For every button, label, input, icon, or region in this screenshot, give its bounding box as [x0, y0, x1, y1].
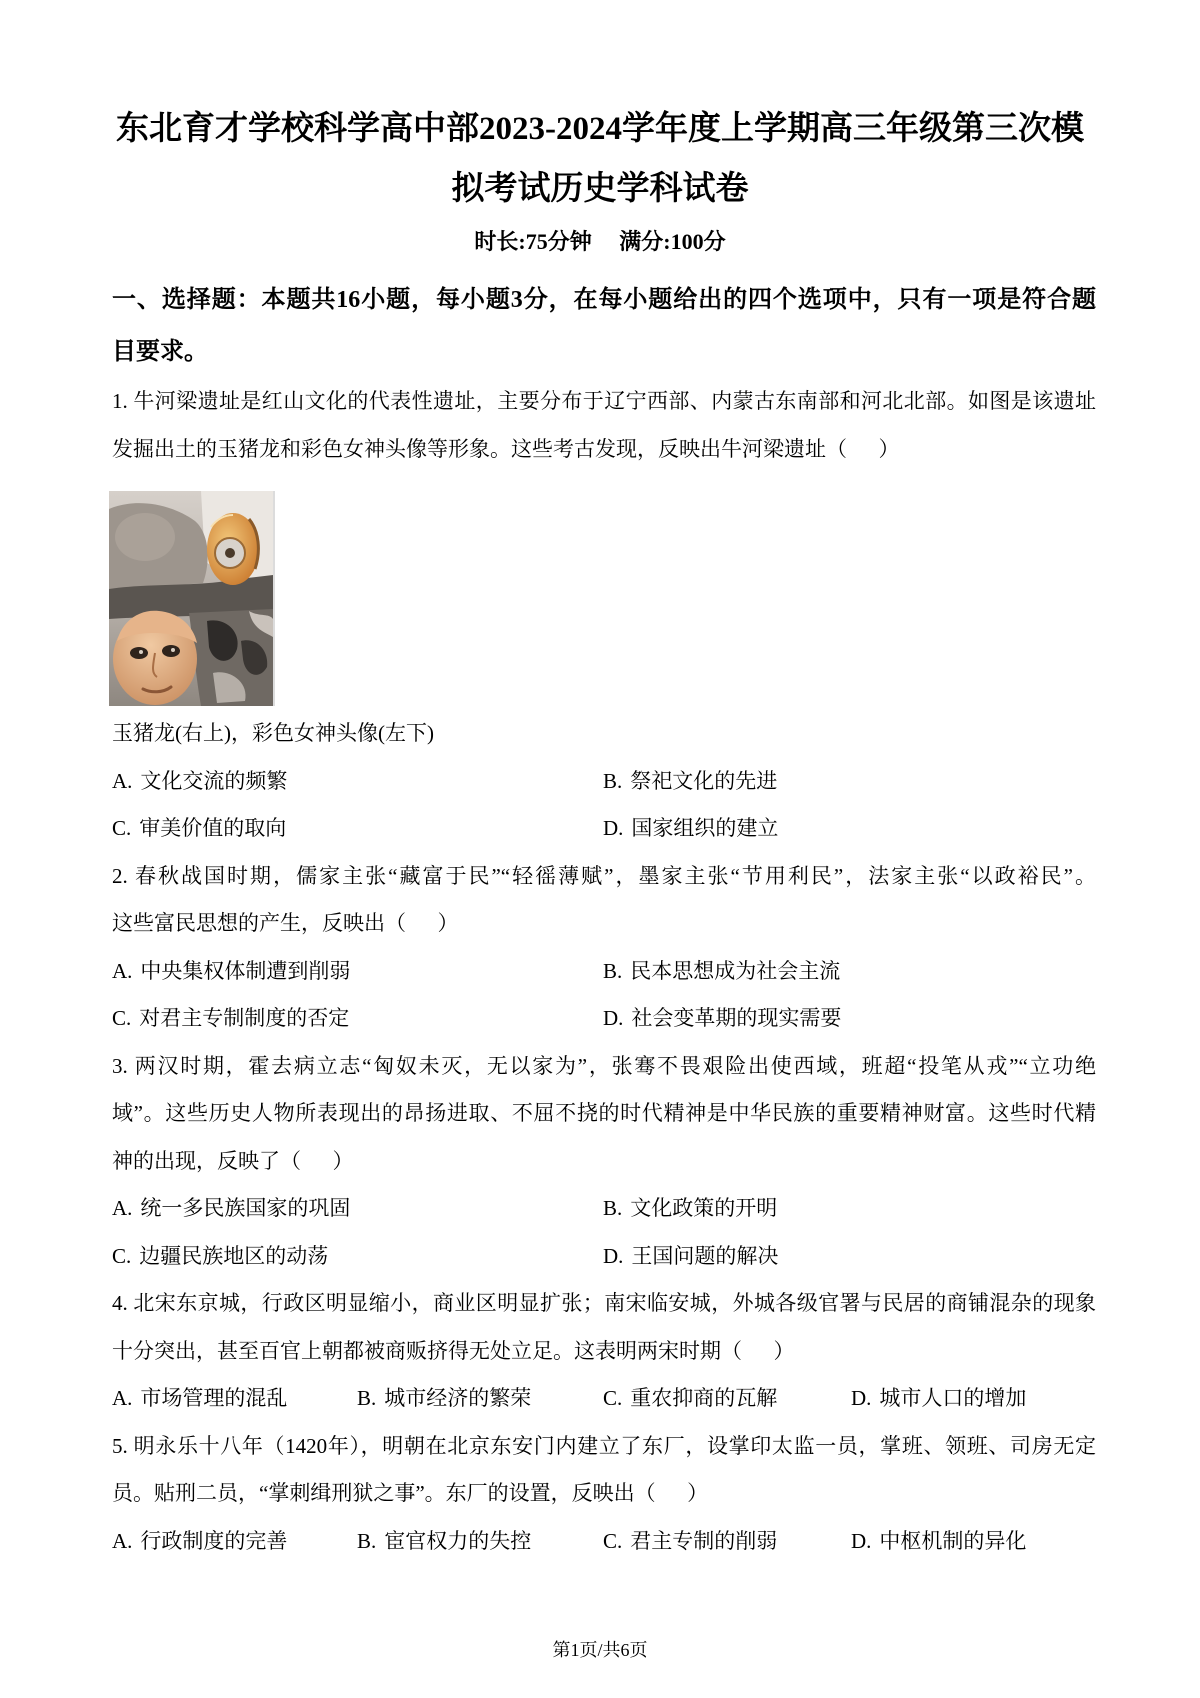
question-3-options [112, 1233, 1096, 1281]
question-4-stem-line: 十分突出，甚至百官上朝都被商贩挤得无处立足。这表明两宋时期（ ） [112, 1338, 795, 1363]
question-5-options [112, 1518, 1096, 1566]
option-text: 祭祀文化的先进 [630, 768, 778, 793]
option-label: D. [851, 1386, 872, 1410]
question-2 [112, 853, 1096, 1043]
question-3-option-b [603, 1185, 1094, 1233]
question-2-options [112, 995, 1096, 1043]
figure-caption: 玉猪龙(右上)，彩色女神头像(左下) [112, 721, 434, 745]
question-1-options [112, 805, 1096, 853]
option-label: D. [851, 1528, 872, 1553]
option-text: 中枢机制的异化 [879, 1528, 1027, 1553]
option-text: 宦官权力的失控 [384, 1528, 532, 1553]
question-2-option-c [112, 995, 603, 1043]
option-label: A. [112, 958, 133, 983]
question-2-option-b [603, 948, 1094, 996]
option-text: 城市人口的增加 [879, 1386, 1027, 1410]
exam-duration-score: 时长:75分钟 满分:100分 [474, 229, 726, 254]
question-1 [112, 378, 1096, 853]
question-2-stem-line: 2. 春秋战国时期，儒家主张“藏富于民”“轻徭薄赋”，墨家主张“节用利民”，法家主张“以政裕民”。 [112, 863, 1096, 888]
option-text: 中央集权体制遭到削弱 [140, 958, 351, 983]
question-3-option-c [112, 1233, 603, 1281]
option-text: 市场管理的混乱 [140, 1386, 288, 1410]
question-1-option-d [603, 805, 1094, 853]
question-2-option-d [603, 995, 1094, 1043]
goddess-head [113, 611, 197, 705]
question-2-option-a [112, 948, 603, 996]
option-label: A. [112, 1386, 133, 1410]
option-text: 社会变革期的现实需要 [631, 1006, 842, 1030]
question-3-stem-line: 3. 两汉时期，霍去病立志“匈奴未灭，无以家为”，张骞不畏艰险出使西域，班超“投笔从戎”“立功绝 [112, 1053, 1096, 1078]
section-heading-line-2: 目要求。 [112, 339, 208, 365]
exam-title-line-2: 拟考试历史学科试卷 [451, 171, 749, 207]
question-1-option-b [603, 758, 1094, 806]
question-5-option-d [851, 1518, 1096, 1566]
option-text: 重农抑商的瓦解 [630, 1386, 778, 1410]
option-label: C. [112, 816, 132, 840]
option-label: D. [603, 816, 624, 840]
question-5 [112, 1423, 1096, 1566]
option-label: B. [603, 958, 623, 983]
option-text: 民本思想成为社会主流 [630, 958, 841, 983]
option-label: A. [112, 768, 133, 793]
question-1-options [112, 758, 1096, 806]
option-text: 文化交流的频繁 [140, 768, 288, 793]
jade-pig-dragon [207, 513, 259, 585]
option-text: 审美价值的取向 [139, 816, 287, 840]
question-3-option-d [603, 1233, 1094, 1281]
question-2-stem-line: 这些富民思想的产生，反映出（ ） [112, 911, 459, 935]
question-5-stem-line: 5. 明永乐十八年（1420年），明朝在北京东安门内建立了东厂，设掌印太监一员，掌班、领班、司房无定 [112, 1433, 1096, 1458]
question-1-option-c [112, 805, 603, 853]
option-label: D. [603, 1006, 624, 1030]
option-label: B. [357, 1528, 377, 1553]
option-label: D. [603, 1243, 624, 1268]
option-text: 统一多民族国家的巩固 [140, 1196, 351, 1220]
question-4-option-b [357, 1375, 603, 1423]
page-indicator: 第1页/共6页 [552, 1640, 648, 1660]
question-3 [112, 1043, 1096, 1281]
question-3-stem-line: 域”。这些历史人物所表现出的昂扬进取、不屈不挠的时代精神是中华民族的重要精神财富。这些时代精 [112, 1101, 1096, 1125]
exam-content [112, 274, 1096, 1565]
option-text: 君主专制的削弱 [630, 1528, 778, 1553]
archaeological-figure-image [109, 491, 275, 706]
question-1-stem-line: 1. 牛河梁遗址是红山文化的代表性遗址，主要分布于辽宁西部、内蒙古东南部和河北北部。如图是该遗址 [112, 389, 1096, 413]
question-5-stem-line: 员。贴刑二员，“掌刺缉刑狱之事”。东厂的设置，反映出（ ） [112, 1481, 709, 1505]
option-text: 文化政策的开明 [630, 1196, 778, 1220]
question-2-options [112, 948, 1096, 996]
option-label: C. [112, 1006, 132, 1030]
question-3-options [112, 1185, 1096, 1233]
exam-title-line-1: 东北育才学校科学高中部2023-2024学年度上学期高三年级第三次模 [116, 111, 1084, 147]
question-3-option-a [112, 1185, 603, 1233]
option-label: A. [112, 1528, 133, 1553]
stone-shoulder [115, 513, 175, 561]
question-4-stem-line: 4. 北宋东京城，行政区明显缩小，商业区明显扩张；南宋临安城，外城各级官署与民居的商铺混杂的现象 [112, 1291, 1096, 1315]
option-label: A. [112, 1196, 133, 1220]
option-label: B. [603, 768, 623, 793]
option-label: B. [357, 1386, 377, 1410]
question-4-option-d [851, 1375, 1096, 1423]
option-text: 行政制度的完善 [140, 1528, 288, 1553]
question-4-option-c [603, 1375, 851, 1423]
option-label: C. [603, 1528, 623, 1553]
section-heading-line-1: 一、选择题：本题共16小题，每小题3分，在每小题给出的四个选项中，只有一项是符合题 [112, 287, 1096, 313]
option-label: C. [603, 1386, 623, 1410]
option-text: 国家组织的建立 [631, 816, 779, 840]
question-1-option-a [112, 758, 603, 806]
question-3-stem-line: 神的出现，反映了（ ） [112, 1148, 354, 1173]
question-1-stem-line: 发掘出土的玉猪龙和彩色女神头像等形象。这些考古发现，反映出牛河梁遗址（ ） [112, 436, 900, 461]
question-5-option-c [603, 1518, 851, 1566]
question-5-option-a [112, 1518, 357, 1566]
option-label: C. [112, 1243, 132, 1268]
option-text: 对君主专制制度的否定 [139, 1006, 350, 1030]
option-label: B. [603, 1196, 623, 1220]
question-4 [112, 1280, 1096, 1423]
option-text: 王国问题的解决 [631, 1243, 779, 1268]
option-text: 边疆民族地区的动荡 [139, 1243, 329, 1268]
option-text: 城市经济的繁荣 [384, 1386, 532, 1410]
question-4-option-a [112, 1375, 357, 1423]
question-5-option-b [357, 1518, 603, 1566]
question-4-options [112, 1375, 1096, 1423]
exam-header [0, 99, 1200, 265]
